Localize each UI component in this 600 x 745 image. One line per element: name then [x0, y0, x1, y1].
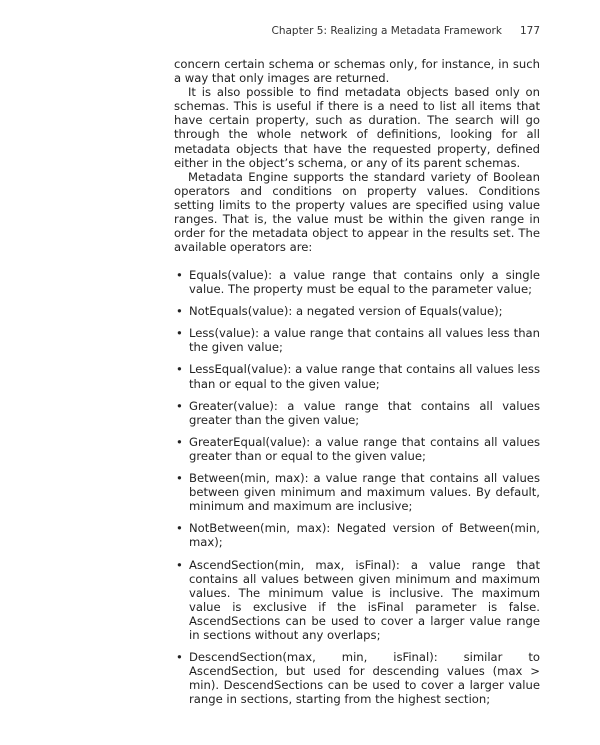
- list-item-text: Greater(value): a value range that contains all values greater than the given value;: [189, 398, 540, 427]
- list-item: [174, 650, 540, 706]
- bullet-icon: •: [176, 398, 183, 413]
- bullet-icon: •: [176, 557, 183, 572]
- bullet-icon: •: [176, 471, 183, 486]
- paragraph-schema-search: It is also possible to find metadata objects based only on schemas. This is useful if there is a need to list all items that have certain property, such as duration. The search will go through the whole network of definitions, looking for all metadata objects that have the requested property, defined either in the object’s schema, or any of its parent schemas.: [174, 85, 540, 170]
- list-item-text: AscendSection(min, max, isFinal): a value range that contains all values between given minimum and maximum values. The minimum value is inclusive. The maximum value is exclusive if the isFinal parameter is false. AscendSections can be used to cover a larger value range in sections without any overlaps;: [189, 557, 540, 642]
- list-item: [174, 362, 540, 390]
- list-item-text: Less(value): a value range that contains all values less than the given value;: [189, 326, 540, 355]
- operator-list: [174, 268, 540, 714]
- list-item: [174, 471, 540, 513]
- running-head: [0, 25, 540, 37]
- list-item: [174, 326, 540, 354]
- list-item: [174, 435, 540, 463]
- paragraph-operators-intro: Metadata Engine supports the standard variety of Boolean operators and conditions on property values. Conditions setting limits to the property values are specified using value ranges. That is, the value must be within the given range in order for the metadata object to appear in the results set. The available operators are:: [174, 169, 540, 255]
- page-number: 177: [519, 25, 540, 37]
- paragraph-continuation: concern certain schema or schemas only, for instance, in such a way that only images are returned.: [174, 57, 540, 86]
- bullet-icon: •: [176, 650, 183, 665]
- list-item-text: NotEquals(value): a negated version of Equals(value);: [189, 304, 503, 319]
- bullet-icon: •: [176, 362, 183, 377]
- bullet-icon: •: [176, 268, 183, 282]
- bullet-icon: •: [176, 434, 183, 449]
- list-item: [174, 399, 540, 427]
- chapter-title: Chapter 5: Realizing a Metadata Framework: [271, 25, 502, 37]
- list-item: [174, 521, 540, 549]
- list-item-text: Equals(value): a value range that contains only a single value. The property must be equal to the parameter value;: [189, 268, 540, 297]
- list-item: [174, 268, 540, 296]
- list-item-text: LessEqual(value): a value range that contains all values less than or equal to the given value;: [189, 362, 540, 391]
- list-item-text: Between(min, max): a value range that contains all values between given minimum and maximum values. By default, minimum and maximum are inclusive;: [189, 471, 540, 514]
- list-item-text: NotBetween(min, max): Negated version of Between(min, max);: [189, 521, 540, 550]
- bullet-icon: •: [176, 326, 183, 341]
- bullet-icon: •: [176, 521, 183, 536]
- bullet-icon: •: [176, 304, 183, 319]
- list-item: [174, 304, 540, 318]
- list-item: [174, 558, 540, 643]
- list-item-text: GreaterEqual(value): a value range that contains all values greater than or equal to the given value;: [189, 434, 540, 463]
- list-item-text: DescendSection(max, min, isFinal): similar to AscendSection, but used for descending values (max > min). DescendSections can be used to cover a larger value range in sections, starting from the highest section;: [189, 650, 540, 707]
- body-text: [174, 57, 540, 254]
